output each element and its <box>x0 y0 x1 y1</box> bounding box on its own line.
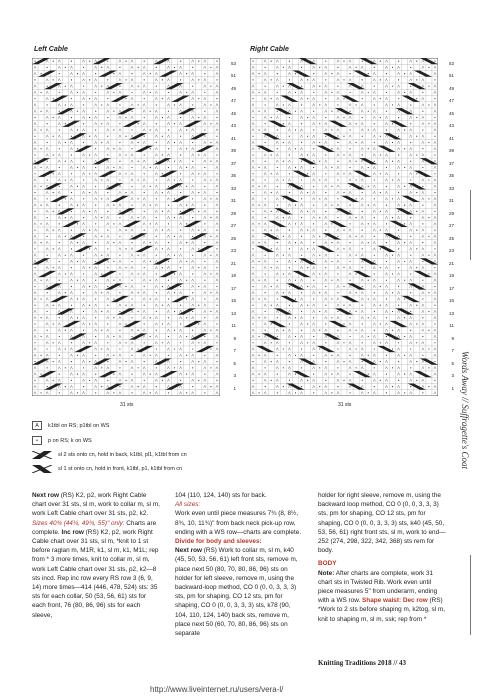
row-number: 23 <box>230 248 236 254</box>
row-number: 17 <box>230 285 236 291</box>
row-number: 35 <box>448 173 454 179</box>
side-rule-bottom <box>470 555 471 635</box>
left-cable-chart <box>32 58 220 396</box>
row-number: 31 <box>448 198 454 204</box>
row-number: 13 <box>230 310 236 316</box>
all-sizes-heading: All sizes: <box>175 501 201 509</box>
right-stitch-count: 31 sts <box>338 402 352 408</box>
row-number: 13 <box>448 310 454 316</box>
row-number: 5 <box>451 360 454 366</box>
paragraph: Charts are complete. <box>32 519 157 536</box>
row-number: 27 <box>230 223 236 229</box>
row-number: 27 <box>448 223 454 229</box>
text-column-3 <box>318 491 446 624</box>
k1tbl-symbol-icon: A <box>32 421 42 430</box>
right-cable-chart <box>250 58 438 396</box>
row-number: 19 <box>448 273 454 279</box>
row-number: 41 <box>448 135 454 141</box>
row-number: 41 <box>230 135 236 141</box>
row-number: 15 <box>448 298 454 304</box>
row-number: 51 <box>230 73 236 79</box>
row-number: 15 <box>230 298 236 304</box>
row-number: 53 <box>230 60 236 66</box>
paragraph: (RS) K2, p2, work Right Cable chart over 31 sts, sl m, *knit to 1 st before raglan m, M1R, k1, sl m, k1, M1L; rep from * 3 more times, knit to collar m, sl m, work Left Cable chart over 31 sts, p2, k2—8 sts incd. Rep inc row every RS row 3 (6, 9, 14) more times—414 (446, 478, 524) sts: 35 sts for each collar, 50 (53, 56, 61) sts for each front, 76 (80, 86, 96) sts for each sleeve, <box>32 528 159 619</box>
row-number: 25 <box>230 235 236 241</box>
row-number: 35 <box>230 173 236 179</box>
key-label: sl 2 sts onto cn, hold in back, k1tbl, pl1, k1tbl from cn <box>58 452 187 458</box>
right-chart-title: Right Cable <box>250 46 289 53</box>
row-number: 39 <box>230 148 236 154</box>
front-cable-symbol-icon <box>32 465 52 473</box>
key-item-back-cable <box>32 451 187 459</box>
body-heading: BODY <box>318 560 337 568</box>
row-number: 29 <box>448 210 454 216</box>
left-stitch-count: 31 sts <box>120 402 134 408</box>
key-label: k1tbl on RS; p1tbl on WS <box>48 422 110 429</box>
next-row-heading: Next row <box>175 547 202 555</box>
shape-waist-heading: Shape waist: Dec row <box>362 597 428 605</box>
row-number: 7 <box>233 348 236 354</box>
row-number: 11 <box>449 323 454 329</box>
row-number: 7 <box>451 348 454 354</box>
paragraph: (RS) K2, p2, work Right Cable chart over 31 sts, sl m, work to collar m, sl m, work Left Cable chart over 31 sts, p2, k2. <box>32 492 160 518</box>
row-number: 9 <box>451 335 454 341</box>
left-chart-title: Left Cable <box>34 46 68 53</box>
row-number: 29 <box>230 210 236 216</box>
row-number: 51 <box>448 73 454 79</box>
row-number: 11 <box>231 323 236 329</box>
row-number: 19 <box>230 273 236 279</box>
row-number: 17 <box>448 285 454 291</box>
row-number: 31 <box>230 198 236 204</box>
row-number: 37 <box>448 160 454 166</box>
right-chart-row-numbers <box>440 58 454 396</box>
paragraph: Work even until piece measures 7¾ (8, 8½, 8¾, 10, 11¾)" from back neck pick-up row, ending with a WS row—charts are complete. <box>175 510 302 536</box>
row-number: 33 <box>230 185 236 191</box>
row-number: 5 <box>233 360 236 366</box>
row-number: 25 <box>448 235 454 241</box>
key-item-front-cable <box>32 465 182 473</box>
row-number: 37 <box>230 160 236 166</box>
page-footer: Knitting Traditions 2018 // 43 <box>318 659 407 667</box>
note-heading: Note: <box>318 569 335 577</box>
row-number: 9 <box>233 335 236 341</box>
inc-row-heading: Inc row <box>61 528 84 536</box>
sizes-heading: Sizes 40¾ (44¼, 49¾, 55)" only: <box>32 519 125 527</box>
paragraph: (RS) Work to collar m, sl m, k40 (45, 50, 53, 56, 61) left front sts, remove m, place next 50 (80, 70, 80, 86, 96) sts on holder for left sleeve, remove m, using the backward-loop method, CO 0 (0, 0, 3, 3, 3) sts, pm for shaping, CO 12 sts, pm for shaping, CO 0 (0, 0, 3, 3, 3) sts, k78 (90, 104, 110, 124, 140) back sts, remove m, place next 50 (60, 70, 80, 86, 96) sts on separate <box>175 547 298 638</box>
left-chart-row-numbers <box>222 58 236 396</box>
paragraph: 104 (110, 124, 140) sts for back. <box>175 492 267 499</box>
row-number: 1 <box>233 385 236 391</box>
watermark-url: http://www.liveinternet.ru/users/vera-l/ <box>150 685 284 694</box>
row-number: 47 <box>448 98 454 104</box>
key-item-k1tbl <box>32 421 109 430</box>
row-number: 23 <box>448 248 454 254</box>
row-number: 45 <box>230 110 236 116</box>
paragraph: holder for right sleeve, remove m, using the backward loop method, CO 0 (0, 0, 3, 3, 3) sts, pm for shaping, CO 12 sts, pm for shaping, CO 0 (0, 0, 3, 3, 3) sts, k40 (45, 50, 53, 56, 61) right front sts, sl m, work to end—252 (274, 298, 322, 342, 368) sts rem for body. <box>318 492 446 555</box>
row-number: 53 <box>448 60 454 66</box>
row-number: 47 <box>230 98 236 104</box>
text-column-2 <box>175 491 303 638</box>
row-number: 3 <box>233 373 236 379</box>
row-number: 3 <box>451 373 454 379</box>
row-number: 49 <box>230 85 236 91</box>
divide-heading: Divide for body and sleeves: <box>175 538 262 546</box>
row-number: 43 <box>230 123 236 129</box>
row-number: 33 <box>448 185 454 191</box>
row-number: 21 <box>230 260 236 266</box>
next-row-heading: Next row <box>32 492 59 499</box>
key-label: sl 1 st onto cn, hold in front, k1tbl, p1, k1tbl from cn <box>58 466 183 472</box>
key-item-purl <box>32 436 92 445</box>
row-number: 39 <box>448 148 454 154</box>
side-title-text: Words Away // Suffragette's Coat <box>460 350 470 470</box>
row-number: 49 <box>448 85 454 91</box>
back-cable-symbol-icon <box>32 451 52 459</box>
paragraph: After charts are complete, work 31 chart sts in Twisted Rib. Work even until piece measures 5" from underarm, ending with a WS row. <box>318 569 438 605</box>
row-number: 43 <box>448 123 454 129</box>
text-column-1 <box>32 491 160 620</box>
row-number: 21 <box>448 260 454 266</box>
purl-symbol-icon: • <box>32 436 42 445</box>
row-number: 45 <box>448 110 454 116</box>
paragraph: (RS) *Work to 2 sts before shaping m, k2tog, sl m, knit to shaping m, sl m, ssk; rep from * <box>318 597 446 623</box>
row-number: 1 <box>451 385 454 391</box>
key-label: p on RS; k on WS <box>48 437 92 444</box>
